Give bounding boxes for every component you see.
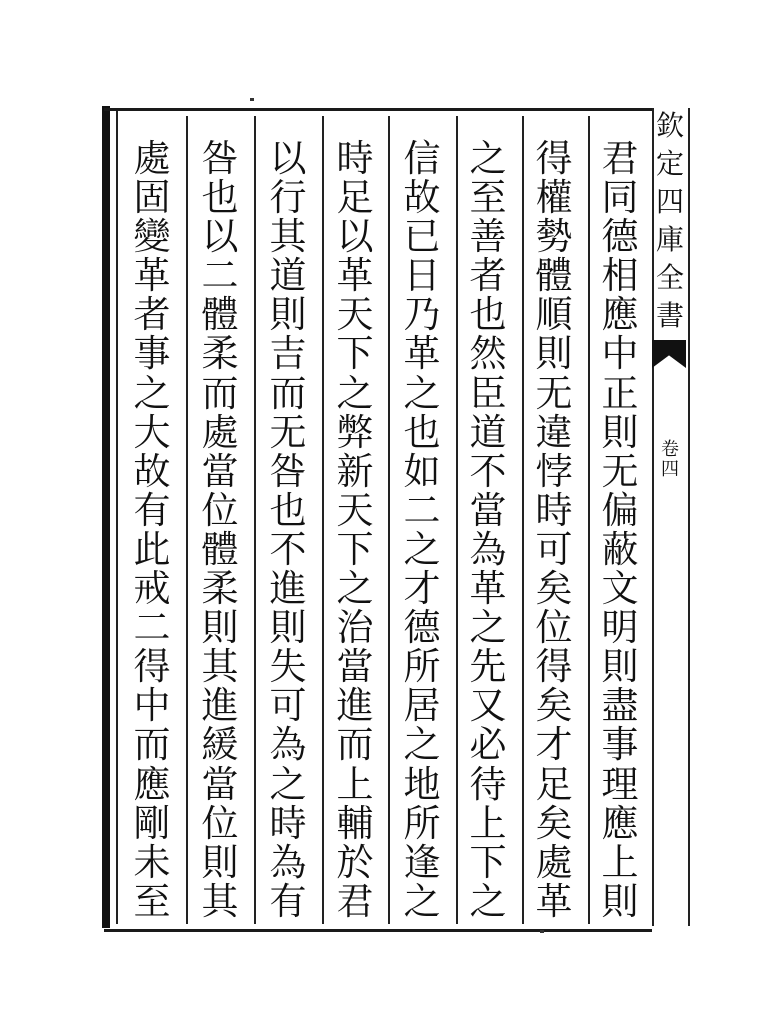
text-column-4 [394,137,450,923]
glyph: 時 [269,801,307,845]
glyph: 失 [269,645,307,689]
glyph: 得 [133,645,171,689]
glyph: 偏 [601,488,639,532]
glyph: 不 [269,527,307,571]
glyph: 乃 [403,293,441,337]
glyph: 之 [469,137,507,180]
glyph: 有 [269,879,307,923]
glyph: 處 [133,137,171,180]
glyph: 當 [336,645,374,689]
glyph: 所 [403,645,441,689]
glyph: 信 [403,137,441,180]
glyph: 之 [336,567,374,611]
glyph: 庫 [655,223,684,256]
glyph: 矣 [535,801,573,845]
glyph: 為 [269,723,307,767]
glyph: 行 [269,176,307,220]
glyph: 革 [403,332,441,376]
glyph: 以 [201,215,239,259]
glyph: 欽 [655,109,684,142]
text-column-1 [592,137,648,923]
glyph: 位 [535,606,573,650]
glyph: 如 [403,449,441,493]
margin-title [654,109,686,332]
glyph: 也 [469,293,507,337]
glyph: 而 [336,723,374,767]
glyph: 變 [133,215,171,259]
glyph: 二 [201,254,239,298]
glyph: 應 [601,293,639,337]
glyph: 也 [201,176,239,220]
glyph: 之 [269,762,307,806]
glyph: 四 [655,185,684,218]
glyph: 其 [269,215,307,259]
glyph: 之 [403,723,441,767]
glyph: 道 [469,410,507,454]
column-rule [456,116,458,924]
text-column-7 [192,137,248,923]
glyph: 已 [403,215,441,259]
text-column-2 [526,137,582,923]
glyph: 至 [133,879,171,923]
glyph: 正 [601,371,639,415]
glyph: 而 [269,371,307,415]
glyph: 時 [535,488,573,532]
glyph: 下 [336,527,374,571]
glyph: 革 [535,879,573,923]
glyph: 卷 [661,439,679,460]
glyph: 必 [469,723,507,767]
glyph: 戒 [133,567,171,611]
glyph: 也 [403,410,441,454]
glyph: 輔 [336,801,374,845]
glyph: 明 [601,606,639,650]
glyph: 悖 [535,449,573,493]
glyph: 之 [403,879,441,923]
glyph: 處 [201,410,239,454]
glyph: 為 [469,527,507,571]
glyph: 體 [201,527,239,571]
glyph: 逢 [403,840,441,884]
glyph: 未 [133,840,171,884]
glyph: 道 [269,254,307,298]
glyph: 天 [336,293,374,337]
glyph: 應 [133,762,171,806]
glyph: 權 [535,176,573,220]
glyph: 有 [133,488,171,532]
glyph: 相 [601,254,639,298]
glyph: 文 [601,567,639,611]
glyph: 吉 [269,332,307,376]
glyph: 而 [201,371,239,415]
glyph: 无 [535,371,573,415]
column-rule [322,116,324,924]
glyph: 然 [469,332,507,376]
glyph: 二 [403,488,441,532]
glyph: 當 [469,488,507,532]
glyph: 蔽 [601,527,639,571]
glyph: 地 [403,762,441,806]
glyph: 德 [403,606,441,650]
glyph: 可 [269,684,307,728]
glyph: 咎 [269,449,307,493]
glyph: 四 [661,458,679,480]
glyph: 待 [469,762,507,806]
glyph: 先 [469,645,507,689]
glyph: 大 [133,410,171,454]
glyph: 之 [133,371,171,415]
glyph: 德 [601,215,639,259]
column-rule [186,116,188,924]
glyph: 才 [535,723,573,767]
glyph: 書 [655,299,684,332]
glyph: 咎 [201,137,239,180]
glyph: 之 [469,606,507,650]
glyph: 其 [201,645,239,689]
glyph: 同 [601,176,639,220]
glyph: 上 [601,840,639,884]
glyph: 其 [201,879,239,923]
glyph: 天 [336,488,374,532]
glyph: 善 [469,215,507,259]
glyph: 此 [133,527,171,571]
glyph: 又 [469,684,507,728]
glyph: 革 [336,254,374,298]
glyph: 上 [336,762,374,806]
glyph: 矣 [535,567,573,611]
glyph: 體 [535,254,573,298]
glyph: 可 [535,527,573,571]
volume-label [656,440,684,480]
glyph: 違 [535,410,573,454]
glyph: 柔 [201,567,239,611]
glyph: 以 [269,137,307,180]
glyph: 足 [535,762,573,806]
glyph: 事 [133,332,171,376]
glyph: 得 [535,137,573,180]
glyph: 中 [133,684,171,728]
glyph: 則 [601,410,639,454]
glyph: 之 [469,879,507,923]
glyph: 位 [201,801,239,845]
glyph: 當 [201,449,239,493]
glyph: 臣 [469,371,507,415]
glyph: 日 [403,254,441,298]
ink-speck [540,930,544,933]
glyph: 至 [469,176,507,220]
column-rule [522,116,524,924]
glyph: 為 [269,840,307,884]
glyph: 以 [336,215,374,259]
text-column-5 [327,137,383,923]
glyph: 則 [601,645,639,689]
glyph: 當 [201,762,239,806]
glyph: 治 [336,606,374,650]
glyph: 剛 [133,801,171,845]
glyph: 之 [336,371,374,415]
glyph: 下 [469,840,507,884]
glyph: 理 [601,762,639,806]
glyph: 則 [269,293,307,337]
text-column-6 [260,137,316,923]
glyph: 二 [133,606,171,650]
glyph: 柔 [201,332,239,376]
glyph: 位 [201,488,239,532]
glyph: 而 [133,723,171,767]
glyph: 事 [601,723,639,767]
glyph: 體 [201,293,239,337]
glyph: 順 [535,293,573,337]
glyph: 故 [403,176,441,220]
glyph: 勢 [535,215,573,259]
glyph: 定 [655,147,684,180]
glyph: 之 [403,527,441,571]
ink-speck [250,98,254,101]
glyph: 新 [336,449,374,493]
glyph: 應 [601,801,639,845]
glyph: 才 [403,567,441,611]
glyph: 下 [336,332,374,376]
glyph: 則 [201,840,239,884]
column-rule [388,116,390,924]
glyph: 居 [403,684,441,728]
glyph: 君 [601,137,639,180]
glyph: 中 [601,332,639,376]
glyph: 无 [269,410,307,454]
glyph: 全 [655,261,684,294]
glyph: 者 [133,293,171,337]
glyph: 則 [201,606,239,650]
glyph: 矣 [535,684,573,728]
glyph: 也 [269,488,307,532]
text-column-3 [460,137,516,923]
text-column-8 [124,137,180,923]
glyph: 進 [336,684,374,728]
glyph: 時 [336,137,374,180]
glyph: 不 [469,449,507,493]
glyph: 无 [601,449,639,493]
glyph: 則 [269,606,307,650]
column-rule [588,116,590,924]
column-rule [254,116,256,924]
glyph: 得 [535,645,573,689]
glyph: 之 [403,371,441,415]
glyph: 所 [403,801,441,845]
glyph: 革 [469,567,507,611]
glyph: 上 [469,801,507,845]
glyph: 固 [133,176,171,220]
glyph: 進 [201,684,239,728]
glyph: 故 [133,449,171,493]
glyph: 弊 [336,410,374,454]
glyph: 盡 [601,684,639,728]
glyph: 則 [535,332,573,376]
glyph: 足 [336,176,374,220]
glyph: 者 [469,254,507,298]
glyph: 於 [336,840,374,884]
glyph: 進 [269,567,307,611]
glyph: 君 [336,879,374,923]
glyph: 處 [535,840,573,884]
glyph: 則 [601,879,639,923]
glyph: 革 [133,254,171,298]
glyph: 緩 [201,723,239,767]
